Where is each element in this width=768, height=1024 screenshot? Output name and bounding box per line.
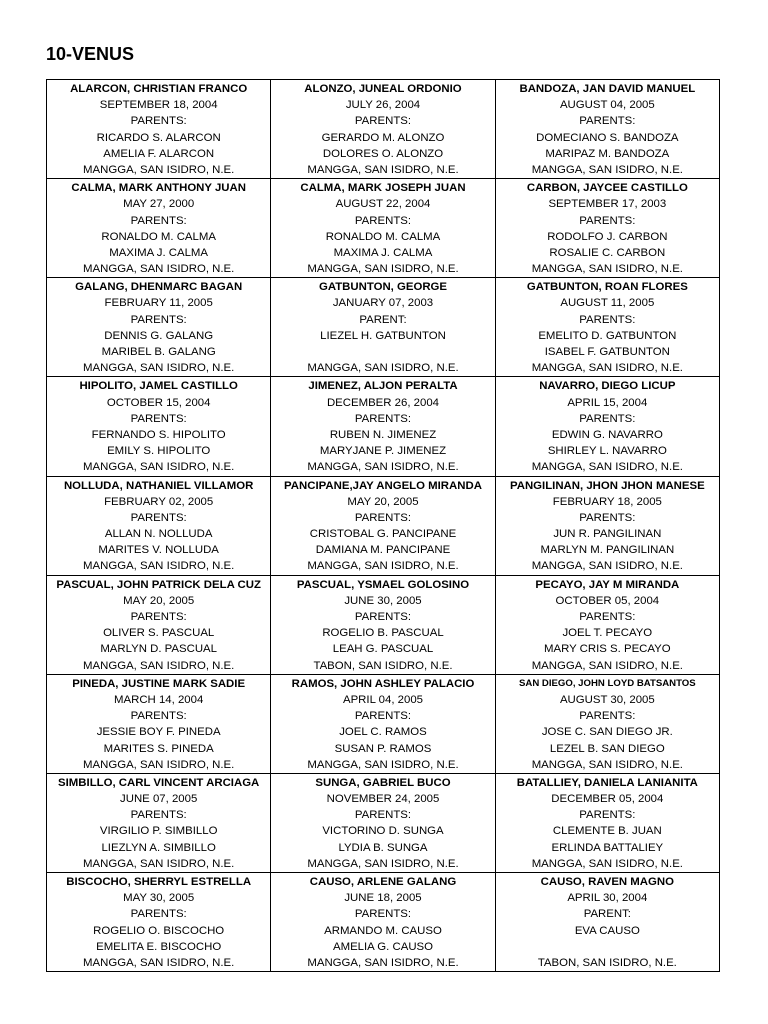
parent-name: MAXIMA J. CALMA [333, 246, 433, 259]
student-entry-content [271, 377, 494, 475]
student-name: SUNGA, GABRIEL BUCO [315, 776, 451, 789]
parents-label: PARENTS: [130, 412, 187, 425]
table-row [47, 476, 720, 575]
parents-label: PARENTS: [130, 611, 187, 623]
student-name: JIMENEZ, ALJON PERALTA [308, 380, 458, 393]
student-name: PANGILINAN, JHON JHON MANESE [509, 479, 705, 492]
birthdate: JULY 26, 2004 [345, 99, 421, 112]
address: MANGGA, SAN ISIDRO, N.E. [531, 163, 683, 176]
student-name: HIPOLITO, JAMEL CASTILLO [79, 380, 238, 393]
student-entry-content [496, 179, 719, 277]
student-entry [495, 575, 719, 674]
student-entry [47, 377, 271, 476]
address: MANGGA, SAN ISIDRO, N.E. [307, 956, 459, 969]
student-entry [495, 773, 719, 872]
birthdate: DECEMBER 05, 2004 [551, 793, 664, 806]
parent-name: VICTORINO D. SUNGA [322, 825, 444, 838]
address: MANGGA, SAN ISIDRO, N.E. [307, 163, 459, 176]
parent-name: EMELITA E. BISCOCHO [96, 940, 222, 953]
birthdate: AUGUST 11, 2005 [560, 297, 655, 310]
birthdate: FEBRUARY 11, 2005 [104, 297, 213, 310]
section-title: 10-VENUS [46, 44, 135, 64]
student-entry [47, 575, 271, 674]
student-entry [495, 278, 719, 377]
birthdate: JUNE 30, 2005 [344, 594, 422, 607]
student-entry-content [271, 675, 494, 773]
address: MANGGA, SAN ISIDRO, N.E. [531, 758, 683, 771]
student-entry [47, 278, 271, 377]
parent-name [496, 939, 719, 955]
parents-label: PARENTS: [130, 313, 187, 326]
student-name: SIMBILLO, CARL VINCENT ARCIAGA [58, 776, 260, 789]
parents-label: PARENTS: [354, 908, 412, 921]
parents-label: PARENTS: [579, 313, 636, 326]
student-name: CALMA, MARK JOSEPH JUAN [300, 182, 466, 195]
student-entry-content [496, 80, 719, 178]
birthdate: FEBRUARY 18, 2005 [552, 495, 662, 508]
student-entry [495, 80, 719, 179]
parents-label: PARENTS: [579, 115, 636, 128]
student-entry [271, 278, 495, 377]
parents-label: PARENTS: [354, 611, 412, 623]
student-entry [47, 80, 271, 179]
parent-name: SHIRLEY L. NAVARRO [547, 445, 667, 458]
parents-label: PARENT: [359, 313, 407, 326]
address: MANGGA, SAN ISIDRO, N.E. [83, 758, 235, 771]
parent-name: DAMIANA M. PANCIPANE [315, 544, 451, 557]
address: MANGGA, SAN ISIDRO, N.E. [307, 758, 459, 771]
parent-name: DENNIS G. GALANG [104, 329, 214, 342]
table-row [47, 575, 720, 674]
parent-name: MARITES S. PINEDA [103, 742, 214, 755]
student-entry-content [496, 675, 719, 773]
parents-label: PARENTS: [130, 511, 187, 524]
address: MANGGA, SAN ISIDRO, N.E. [531, 461, 683, 474]
birthdate: JANUARY 07, 2003 [332, 297, 434, 310]
address: MANGGA, SAN ISIDRO, N.E. [307, 461, 459, 474]
student-entry [271, 873, 495, 972]
parent-name: MARIBEL B. GALANG [101, 346, 216, 358]
parent-name: JOEL T. PECAYO [562, 627, 653, 640]
parent-name: MARLYN M. PANGILINAN [540, 544, 675, 557]
parent-name: LEAH G. PASCUAL [332, 643, 434, 656]
parent-name: MARIPAZ M. BANDOZA [545, 147, 670, 160]
parents-label: PARENTS: [354, 115, 412, 128]
student-name: GATBUNTON, GEORGE [318, 281, 448, 294]
parent-name: DOLORES O. ALONZO [322, 147, 444, 160]
parent-name: LIEZLYN A. SIMBILLO [101, 841, 216, 854]
address: MANGGA, SAN ISIDRO, N.E. [83, 461, 235, 474]
address: MANGGA, SAN ISIDRO, N.E. [307, 263, 459, 276]
birthdate: MAY 20, 2005 [347, 495, 419, 508]
parents-label: PARENTS: [579, 611, 636, 623]
address: MANGGA, SAN ISIDRO, N.E. [307, 362, 459, 375]
parent-name: MARLYN D. PASCUAL [100, 643, 217, 656]
birthdate: DECEMBER 26, 2004 [326, 396, 440, 409]
address: MANGGA, SAN ISIDRO, N.E. [531, 560, 683, 573]
student-name: CARBON, JAYCEE CASTILLO [526, 182, 688, 195]
student-entry-content [271, 179, 494, 277]
birthdate: NOVEMBER 24, 2005 [326, 793, 440, 806]
student-entry-content [47, 179, 270, 277]
student-name: ALONZO, JUNEAL ORDONIO [304, 83, 462, 95]
parents-label: PARENTS: [354, 412, 412, 425]
birthdate: APRIL 30, 2004 [567, 892, 648, 905]
student-entry-content [496, 278, 719, 376]
parent-name: EDWIN G. NAVARRO [551, 428, 663, 441]
parents-label: PARENTS: [130, 908, 187, 921]
parent-name: ALLAN N. NOLLUDA [104, 528, 213, 541]
student-name: BATALLIEY, DANIELA LANIANITA [516, 776, 698, 789]
student-entry [47, 179, 271, 278]
address: TABON, SAN ISIDRO, N.E. [537, 956, 677, 969]
birthdate: JUNE 07, 2005 [120, 793, 198, 806]
parent-name: EMELITO D. GATBUNTON [538, 329, 677, 342]
student-name: CAUSO, ARLENE GALANG [309, 876, 457, 888]
address: MANGGA, SAN ISIDRO, N.E. [83, 560, 235, 573]
parents-label: PARENTS: [354, 511, 412, 524]
parent-name: DOMECIANO S. BANDOZA [536, 131, 679, 144]
student-entry-content [271, 80, 494, 178]
parent-name: JESSIE BOY F. PINEDA [96, 726, 221, 739]
parents-label: PARENTS: [354, 710, 412, 723]
student-entry-content [496, 873, 719, 971]
parent-name: EVA CAUSO [574, 924, 640, 937]
parents-label: PARENTS: [130, 115, 187, 128]
student-name: RAMOS, JOHN ASHLEY PALACIO [291, 677, 475, 690]
birthdate: FEBRUARY 02, 2005 [104, 495, 214, 508]
parents-label: PARENTS: [130, 809, 187, 822]
student-name: GALANG, DHENMARC BAGAN [75, 281, 243, 294]
student-entry-content [47, 576, 270, 674]
parents-label: PARENT: [583, 908, 631, 921]
birthdate: SEPTEMBER 18, 2004 [99, 99, 218, 112]
student-name: CAUSO, RAVEN MAGNO [540, 876, 674, 888]
student-name: PECAYO, JAY M MIRANDA [535, 578, 680, 591]
student-entry-content [47, 774, 270, 872]
student-name: BISCOCHO, SHERRYL ESTRELLA [66, 876, 252, 888]
parent-name: ERLINDA BATTALIEY [551, 841, 664, 854]
student-entry [47, 476, 271, 575]
birthdate: MARCH 14, 2004 [114, 693, 204, 706]
student-entry [271, 179, 495, 278]
parent-name: ARMANDO M. CAUSO [324, 924, 442, 937]
student-entry [271, 773, 495, 872]
birthdate: JUNE 18, 2005 [344, 892, 422, 905]
address: MANGGA, SAN ISIDRO, N.E. [531, 362, 683, 375]
student-entry [495, 377, 719, 476]
student-name: GATBUNTON, ROAN FLORES [526, 281, 688, 294]
student-entry-content [47, 377, 270, 475]
student-entry-content [271, 477, 494, 575]
student-name: PINEDA, JUSTINE MARK SADIE [72, 677, 246, 690]
parent-name: MARYJANE P. JIMENEZ [319, 445, 447, 458]
parents-label: PARENTS: [130, 214, 187, 227]
parent-name: OLIVER S. PASCUAL [103, 627, 215, 640]
parent-name: VIRGILIO P. SIMBILLO [99, 825, 218, 838]
address: MANGGA, SAN ISIDRO, N.E. [83, 956, 235, 969]
birthdate: MAY 27, 2000 [123, 198, 195, 211]
parent-name: RONALDO M. CALMA [325, 230, 441, 243]
parent-name: MAXIMA J. CALMA [109, 246, 209, 259]
parent-name: ROGELIO O. BISCOCHO [93, 924, 225, 937]
student-entry-content [271, 278, 494, 376]
parents-label: PARENTS: [579, 412, 636, 425]
student-name: PASCUAL, JOHN PATRICK DELA CUZ [56, 578, 261, 591]
student-entry [47, 773, 271, 872]
student-entry [271, 476, 495, 575]
student-entry [495, 873, 719, 972]
parent-name: ROSALIE C. CARBON [549, 246, 666, 259]
table-row [47, 80, 720, 179]
parent-name: CRISTOBAL G. PANCIPANE [309, 528, 457, 541]
parents-label: PARENTS: [354, 809, 412, 822]
address: MANGGA, SAN ISIDRO, N.E. [531, 659, 683, 672]
table-row [47, 179, 720, 278]
student-entry [495, 476, 719, 575]
parents-label: PARENTS: [354, 214, 412, 227]
address: MANGGA, SAN ISIDRO, N.E. [531, 857, 683, 870]
birthdate: AUGUST 30, 2005 [559, 693, 655, 706]
parent-name: FERNANDO S. HIPOLITO [91, 428, 226, 441]
student-name: PASCUAL, YSMAEL GOLOSINO [296, 578, 470, 591]
birthdate: APRIL 04, 2005 [342, 693, 423, 706]
student-name: NAVARRO, DIEGO LICUP [539, 380, 676, 393]
student-name: NOLLUDA, NATHANIEL VILLAMOR [63, 479, 254, 492]
parent-name: LYDIA B. SUNGA [338, 841, 428, 854]
address: MANGGA, SAN ISIDRO, N.E. [83, 163, 235, 176]
student-entry-content [47, 278, 270, 376]
birthdate: OCTOBER 15, 2004 [106, 396, 211, 409]
student-entry [495, 179, 719, 278]
student-entry-content [271, 873, 494, 971]
parents-label: PARENTS: [579, 809, 636, 822]
parent-name: ISABEL F. GATBUNTON [544, 346, 670, 358]
parent-name: LIEZEL H. GATBUNTON [320, 329, 446, 342]
birthdate: APRIL 15, 2004 [567, 396, 648, 409]
parent-name: AMELIA F. ALARCON [103, 147, 215, 160]
address: TABON, SAN ISIDRO, N.E. [313, 659, 453, 672]
parent-name: EMILY S. HIPOLITO [107, 445, 211, 458]
birthdate: SEPTEMBER 17, 2003 [548, 198, 667, 211]
parent-name: JOSE C. SAN DIEGO JR. [541, 726, 673, 739]
birthdate: OCTOBER 05, 2004 [555, 594, 660, 607]
student-entry-content [496, 774, 719, 872]
roster-body [47, 80, 720, 972]
parent-name: CLEMENTE B. JUAN [552, 825, 662, 838]
student-name: PANCIPANE,JAY ANGELO MIRANDA [284, 479, 482, 492]
parent-name: RUBEN N. JIMENEZ [329, 428, 437, 441]
address: MANGGA, SAN ISIDRO, N.E. [307, 560, 459, 573]
student-entry [271, 80, 495, 179]
student-name: ALARCON, CHRISTIAN FRANCO [70, 83, 248, 95]
student-name: BANDOZA, JAN DAVID MANUEL [519, 83, 696, 95]
student-entry [495, 674, 719, 773]
student-roster-table [46, 79, 720, 972]
student-name: CALMA, MARK ANTHONY JUAN [71, 182, 246, 195]
parent-name: JOEL C. RAMOS [339, 726, 427, 739]
parent-name: JUN R. PANGILINAN [553, 528, 662, 541]
table-row [47, 278, 720, 377]
parent-name: RONALDO M. CALMA [101, 230, 216, 243]
parent-name: GERARDO M. ALONZO [321, 131, 445, 144]
student-entry-content [47, 477, 270, 575]
table-row [47, 377, 720, 476]
birthdate: MAY 30, 2005 [123, 892, 195, 905]
address: MANGGA, SAN ISIDRO, N.E. [83, 263, 235, 276]
address: MANGGA, SAN ISIDRO, N.E. [307, 857, 459, 870]
student-entry [47, 873, 271, 972]
birthdate: AUGUST 04, 2005 [559, 99, 655, 112]
parent-name: AMELIA G. CAUSO [332, 940, 433, 953]
parent-name: ROGELIO B. PASCUAL [322, 627, 444, 640]
student-entry-content [47, 873, 270, 971]
student-entry [271, 377, 495, 476]
student-entry-content [271, 774, 494, 872]
parent-name: MARITES V. NOLLUDA [98, 544, 219, 557]
student-entry-content [496, 576, 719, 674]
student-entry [271, 674, 495, 773]
table-row [47, 873, 720, 972]
student-entry-content [271, 576, 494, 674]
parents-label: PARENTS: [579, 710, 636, 723]
parent-name: SUSAN P. RAMOS [334, 742, 432, 755]
student-entry-content [47, 80, 270, 178]
address: MANGGA, SAN ISIDRO, N.E. [531, 263, 683, 276]
address: MANGGA, SAN ISIDRO, N.E. [83, 857, 235, 870]
parent-name: RODOLFO J. CARBON [547, 230, 668, 243]
parent-name: RICARDO S. ALARCON [96, 131, 221, 144]
table-row [47, 773, 720, 872]
student-entry-content [496, 477, 719, 575]
student-name: SAN DIEGO, JOHN LOYD BATSANTOS [519, 677, 696, 689]
student-entry [47, 674, 271, 773]
parent-name: LEZEL B. SAN DIEGO [549, 742, 665, 755]
parents-label: PARENTS: [130, 710, 187, 723]
birthdate: AUGUST 22, 2004 [335, 198, 431, 211]
parents-label: PARENTS: [579, 214, 636, 227]
address: MANGGA, SAN ISIDRO, N.E. [83, 362, 235, 375]
student-entry-content [47, 675, 270, 773]
parents-label: PARENTS: [579, 511, 636, 524]
parent-name: MARY CRIS S. PECAYO [544, 643, 671, 656]
student-entry-content [496, 377, 719, 475]
table-row [47, 674, 720, 773]
student-entry [271, 575, 495, 674]
address: MANGGA, SAN ISIDRO, N.E. [83, 659, 235, 672]
birthdate: MAY 20, 2005 [123, 594, 195, 607]
parent-name [271, 344, 494, 360]
